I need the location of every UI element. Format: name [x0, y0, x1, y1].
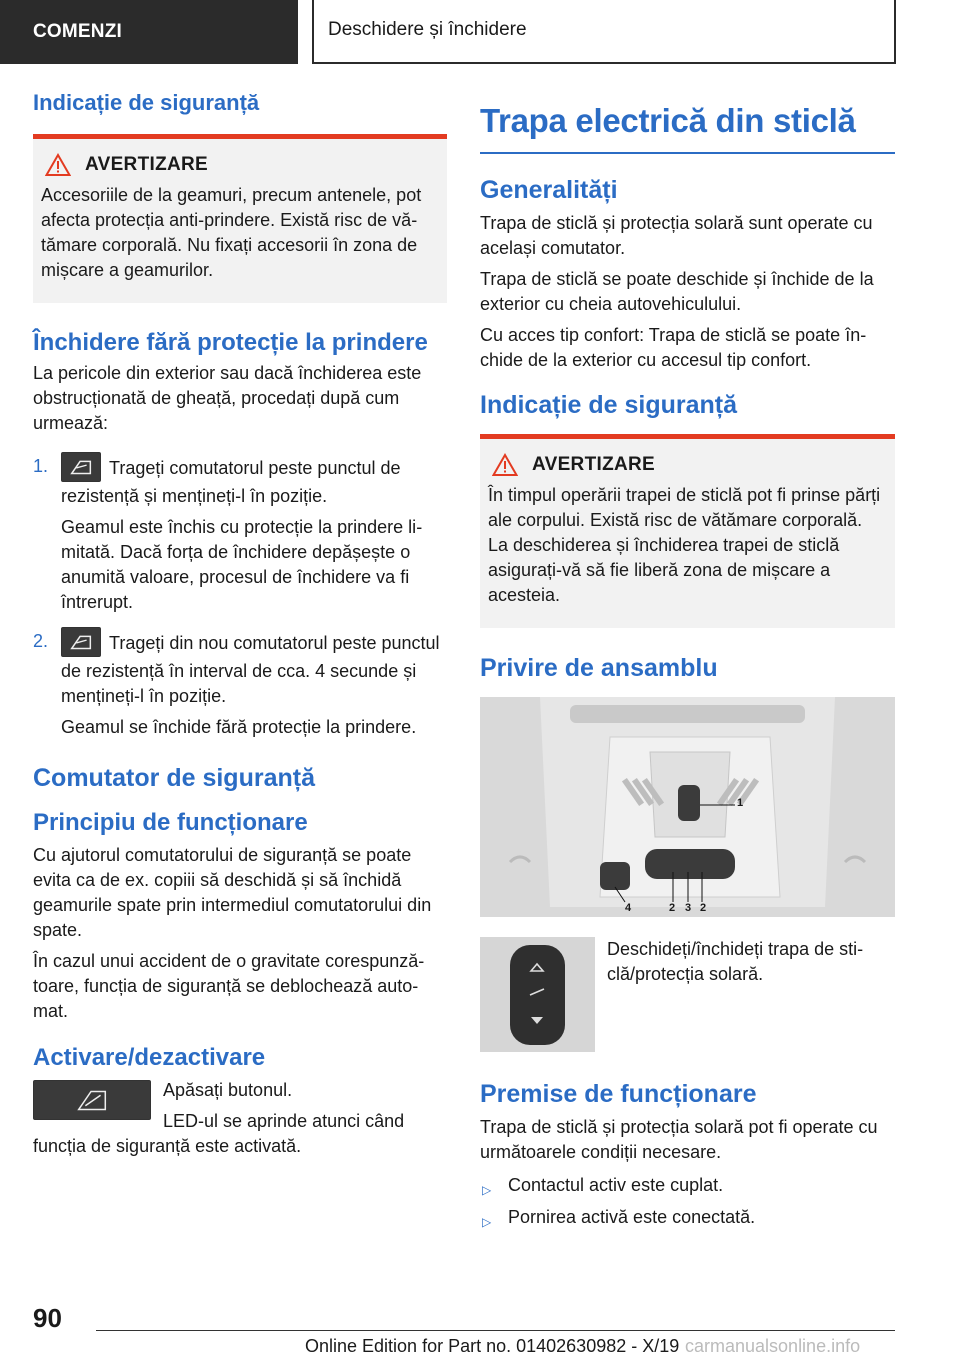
safety-switch-icon [33, 1080, 151, 1120]
warning-box-windows [33, 134, 447, 303]
chapter-title: Deschidere și închidere [312, 0, 896, 64]
window-switch-icon [61, 627, 101, 657]
footer-rule [96, 1330, 895, 1331]
warning-text: Accesoriile de la geamuri, precum antenele, pot afecta protecția anti-prindere. Există risc de vătămare corporală. Nu fixați accesorii în zona de mișcare a geamurilor. [41, 185, 422, 280]
bullet-triangle-icon: ▷ [482, 1183, 492, 1197]
warning-triangle-icon [492, 453, 518, 477]
overhead-console-illustration [480, 697, 895, 917]
closing-intro: La pericole din exterior sau dacă închiderea este obstrucționată de gheață, procedați după cum urmează: [33, 363, 422, 433]
warning-title: AVERTIZARE [85, 154, 208, 175]
warning-header [41, 153, 439, 177]
warning-box-sunroof [480, 434, 895, 628]
page-header [0, 0, 960, 66]
footer-watermark: carmanualsonline.info [685, 1336, 861, 1356]
callout-label: 4 [625, 902, 632, 914]
closing-heading: Închidere fără protecție la prindere [33, 329, 428, 356]
warning-triangle-icon [45, 153, 71, 177]
callout-label: 1 [737, 797, 744, 809]
list-item: ▷ Pornirea activă este conectată. [482, 1207, 756, 1229]
safety-heading-left: Indicație de siguranță [33, 90, 260, 115]
callout-label: 2 [669, 902, 676, 914]
page-number: 90 [33, 1303, 62, 1333]
left-column [33, 90, 447, 1165]
step-number: 2. [33, 631, 49, 651]
activation-heading: Activare/dezactivare [33, 1044, 266, 1071]
step-text: Trageți din nou comutatorul peste punctul de rezistență în interval de cca. 4 secunde și mențineți-l în poziție. [61, 632, 440, 706]
sunroof-switch-image [480, 937, 595, 1052]
list-item: ▷ Contactul activ este cuplat. [482, 1175, 724, 1197]
right-column [480, 102, 895, 1237]
sunroof-switch-row [480, 937, 895, 1052]
warning-title: AVERTIZARE [532, 454, 655, 475]
principle-heading: Principiu de funcționare [33, 809, 308, 836]
warning-text: În timpul operării trapei de sticlă pot fi prinse părți ale corpului. Există risc de vătămare corporală. La deschiderea și închiderea trapei de sticlă asigurați-vă să fie liberă zona de mișcare a acesteia. [488, 485, 881, 605]
window-switch-icon [61, 452, 101, 482]
prereq-intro: Trapa de sticlă și protecția solară pot fi operate cu următoarele condiții necesare. [480, 1117, 878, 1162]
footer-edition: Online Edition for Part no. 01402630982 - X/19 [305, 1336, 680, 1356]
general-heading: Generalități [480, 176, 618, 204]
activation-p2: LED-ul se aprinde atunci când funcția de siguranță este activată. [33, 1111, 405, 1156]
switch-caption: Deschideți/închideți trapa de sticlă/protecția solară. [607, 939, 864, 984]
step-2 [33, 629, 447, 740]
main-heading: Trapa electrică din sticlă [480, 102, 895, 154]
overview-heading: Privire de ansamblu [480, 654, 718, 682]
bullet-triangle-icon: ▷ [482, 1215, 492, 1229]
prereq-heading: Premise de funcționare [480, 1080, 757, 1108]
step-note: Geamul se închide fără protecție la prindere. [61, 717, 417, 737]
general-p1: Trapa de sticlă și protecția solară sunt operate cu același comutator. [480, 213, 873, 258]
prereq-list [480, 1173, 895, 1230]
principle-p2: În cazul unui accident de o gravitate corespunzătoare, funcția de siguranță se deblochează automat. [33, 951, 425, 1021]
safety-heading-right: Indicație de siguranță [480, 391, 738, 419]
activation-p1: Apăsați butonul. [163, 1080, 293, 1100]
switch-heading: Comutator de siguranță [33, 764, 315, 792]
callout-label: 2 [700, 902, 707, 914]
section-tab: COMENZI [0, 0, 298, 64]
step-text: Trageți comutatorul peste punctul de rezistență și mențineți-l în poziție. [61, 457, 401, 506]
activation-block [33, 1078, 447, 1159]
step-1 [33, 454, 447, 615]
warning-header [488, 453, 887, 477]
callout-label: 3 [685, 902, 692, 914]
overhead-console-image [480, 697, 895, 917]
principle-p1: Cu ajutorul comutatorului de siguranță se poate evita ca de ex. copiii să deschidă și să închidă geamurile spate prin intermediul comutatorului din spate. [33, 845, 432, 940]
general-p3: Cu acces tip confort: Trapa de sticlă se poate închide de la exterior cu accesul tip confort. [480, 325, 867, 370]
general-p2: Trapa de sticlă se poate deschide și închide de la exterior cu cheia autovehiculului. [480, 269, 874, 314]
step-note: Geamul este închis cu protecție la prindere limitată. Dacă forța de închidere depășește o anumită valoare, procesul de închidere va fi întrerupt. [61, 517, 423, 612]
step-number: 1. [33, 456, 49, 476]
